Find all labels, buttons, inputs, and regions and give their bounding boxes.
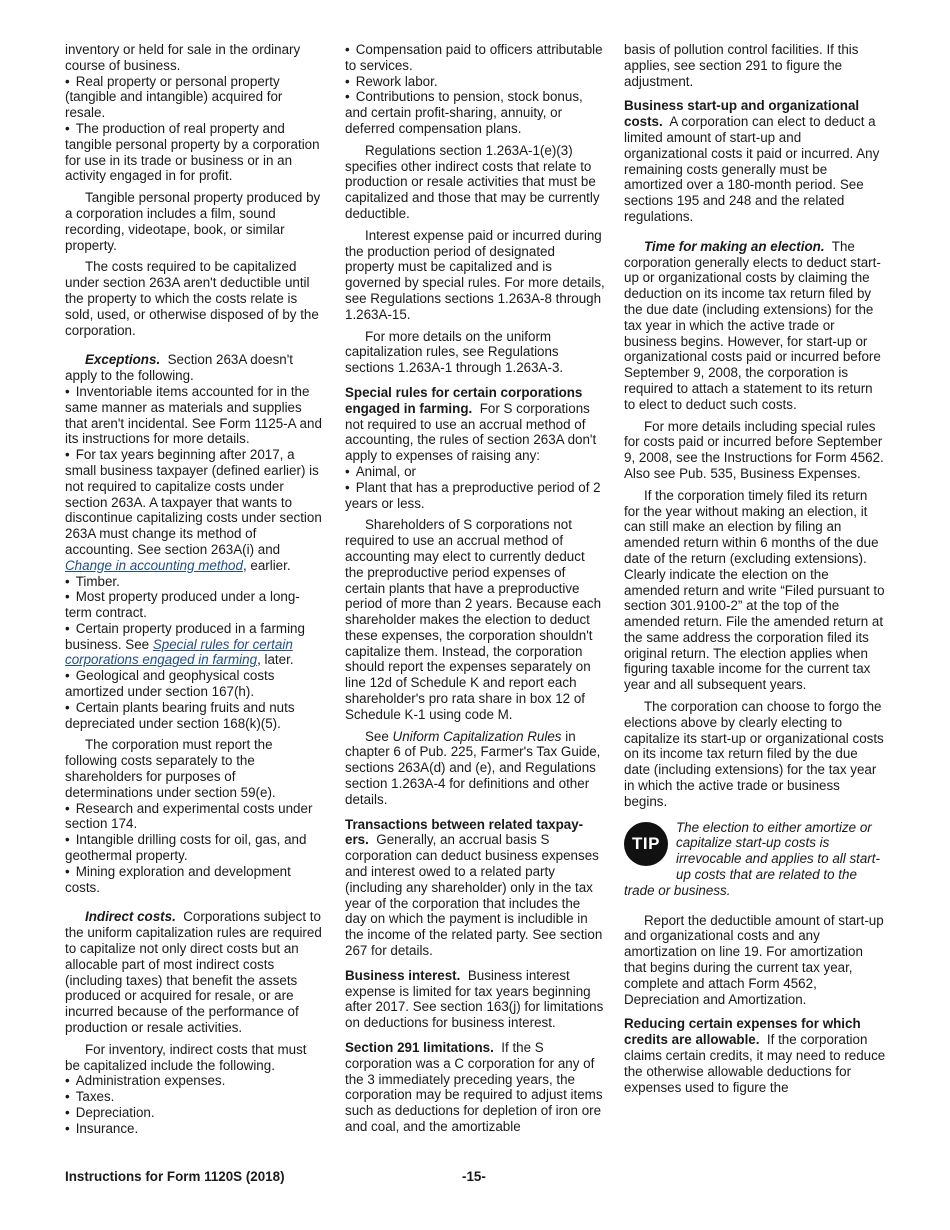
related-transactions-heading: Transactions between related taxpay-ers.	[345, 816, 584, 848]
paragraph: basis of pollution control facilities. If this applies, see section 291 to figure the adjustment.	[624, 42, 859, 89]
bullet-item: • For tax years beginning after 2017, a small business taxpayer (defined earlier) is not required to capitalize costs under section 263A. A taxpayer that wants to discontinue capitalizing costs under section 263A must change its method of accounting. See section 263A(i) and Change in accounting method, earlier.	[65, 447, 322, 573]
special-rules-heading: Special rules for certain corporations engaged in farming.	[345, 384, 583, 416]
business-interest-paragraph: Business interest. Business interest expense is limited for tax years beginning after 2017. See section 163(j) for limitations on deductions for business interest.	[345, 967, 604, 1031]
paragraph: inventory or held for sale in the ordinary course of business.	[65, 42, 301, 73]
bullet-item: • Geological and geophysical costs amortized under section 167(h).	[65, 668, 275, 700]
column-1	[65, 42, 325, 1137]
bullet-item: • Timber.	[65, 573, 120, 589]
bullet-item: • Intangible drilling costs for oil, gas, and geothermal property.	[65, 832, 307, 864]
bullet-item: • Compensation paid to officers attributable to services.	[345, 42, 603, 73]
bullet-item: • Certain property produced in a farming business. See Special rules for certain corporations engaged in farming, later.	[65, 620, 305, 668]
bullet-item: • Most property produced under a long-term contract.	[65, 589, 300, 621]
footer-title: Instructions for Form 1120S (2018)	[65, 1169, 285, 1184]
paragraph: Interest expense paid or incurred during the production period of designated property must be capitalized and is governed by special rules. For more details, see Regulations sections 1.263A-8 through 1.263A-15.	[345, 227, 605, 322]
start-up-costs-paragraph: Business start-up and organizational costs. A corporation can elect to deduct a limited amount of start-up and organizational costs it paid or incurred. Any remaining costs generally must be amortized over a 180-month period. See sections 195 and 248 and the related regulations.	[624, 98, 880, 224]
paragraph: For inventory, indirect costs that must be capitalized include the following.	[65, 1041, 307, 1073]
election-time-paragraph: Time for making an election. The corporation generally elects to deduct start-up or organizational costs by claiming the deduction on its income tax return filed by the due date (including extensions) for the tax year in which the active trade or business begins. However, for start-up or organizational costs paid or incurred before September 9, 2008, the corporation is required to attach a statement to its return to elect to deduct such costs.	[624, 238, 881, 412]
bullet-item: • Real property or personal property (tangible and intangible) acquired for resale.	[65, 73, 283, 121]
bullet-item: • Animal, or	[345, 463, 416, 479]
bullet-item: • Inventoriable items accounted for in the same manner as materials and supplies that aren't incidental. See Form 1125-A and its instructions for more details.	[65, 383, 322, 447]
paragraph: Report the deductible amount of start-up and organizational costs and any amortization on line 19. For amortization that begins during the current tax year, complete and attach Form 4562, Depreciation and Amortization.	[624, 912, 884, 1007]
column-3	[624, 42, 886, 1095]
paragraph: Regulations section 1.263A-1(e)(3) specifies other indirect costs that relate to production or resale activities that must be capitalized and those that may be currently deductible.	[345, 142, 600, 221]
bullet-item: • Certain plants bearing fruits and nuts depreciated under section 168(k)(5).	[65, 699, 295, 731]
section-291-paragraph: Section 291 limitations. If the S corporation was a C corporation for any of the 3 immediately preceding years, the corporation may be required to adjust items such as deductions for depletion of iron ore and coal, and the amortizable	[345, 1040, 603, 1134]
paragraph: See Uniform Capitalization Rules in chapter 6 of Pub. 225, Farmer's Tax Guide, sections 263A(d) and (e), and Regulations section 1.263A-4 for definitions and other details.	[345, 728, 601, 807]
bullet-item: • Administration expenses.	[65, 1073, 226, 1089]
tip-text: The election to either amortize or capitalize start-up costs is irrevocable and applies to all start-up costs that are related to the trade or business.	[624, 819, 880, 898]
section-291-heading: Section 291 limitations.	[345, 1040, 494, 1056]
special-rules-paragraph: Special rules for certain corporations engaged in farming. For S corporations not required to use an accrual method of accounting, the rules of section 263A don't apply to expenses of raising any:	[345, 384, 597, 464]
bullet-item: • Mining exploration and development costs.	[65, 863, 291, 895]
related-transactions-paragraph: Transactions between related taxpay-ers. Generally, an accrual basis S corporation can deduct business expenses and interest owed to a related party (including any shareholder) only in the tax year of the corporation that includes the day on which the payment is includible in the income of the related party. See section 267 for details.	[345, 816, 603, 959]
reducing-expenses-heading: Reducing certain expenses for which credits are allowable.	[624, 1016, 861, 1048]
election-time-heading: Time for making an election.	[644, 238, 825, 254]
tip-icon: TIP	[624, 822, 668, 866]
bullet-item: • The production of real property and tangible personal property by a corporation for use in its trade or business or in an activity engaged in for profit.	[65, 120, 320, 184]
change-in-accounting-method-link[interactable]: Change in accounting method	[65, 557, 243, 573]
column-2	[345, 42, 605, 1135]
page-number: -15-	[462, 1169, 486, 1184]
indirect-costs-paragraph: Indirect costs. Corporations subject to the uniform capitalization rules are required to capitalize not only direct costs but an allocable part of most indirect costs (including taxes) that benefit the assets produced or acquired for resale, or are incurred because of the performance of production or resale activities.	[65, 909, 322, 1036]
business-interest-heading: Business interest.	[345, 967, 461, 983]
paragraph: Tangible personal property produced by a corporation includes a film, sound recording, videotape, book, or similar property.	[65, 190, 321, 253]
paragraph: The corporation can choose to forgo the elections above by clearly electing to capitalize its start-up or organizational costs on its income tax return filed by the due date (including extensions) for the tax year in which the active trade or business begins.	[624, 699, 884, 809]
bullet-item: • Rework labor.	[345, 73, 438, 89]
tip-box	[624, 820, 886, 899]
special-rules-farming-link[interactable]: Special rules for certain corporations engaged in farming	[65, 636, 293, 668]
paragraph: Shareholders of S corporations not required to use an accrual method of accounting may elect to currently deduct the preproductive period expenses of certain plants that have a preproductive period of more than 2 years. Because each shareholder makes the election to deduct these expenses, the corporation shouldn't capitalize them. Instead, the corporation should report the expenses separately on line 12d of Schedule K and report each shareholder's pro rata share in box 12 of Schedule K-1 using code M.	[345, 517, 602, 722]
start-up-costs-heading: Business start-up and organizational costs.	[624, 98, 860, 130]
exceptions-paragraph: Exceptions. Section 263A doesn't apply to the following.	[65, 352, 294, 384]
paragraph: The costs required to be capitalized under section 263A aren't deductible until the property to which the costs relate is sold, used, or otherwise disposed of by the corporation.	[65, 259, 319, 338]
bullet-item: • Depreciation.	[65, 1105, 155, 1120]
indirect-costs-heading: Indirect costs.	[85, 909, 176, 925]
exceptions-heading: Exceptions.	[85, 352, 161, 368]
bullet-item: • Taxes.	[65, 1089, 115, 1105]
paragraph: For more details on the uniform capitalization rules, see Regulations sections 1.263A-1 through 1.263A-3.	[345, 328, 564, 376]
bullet-item: • Insurance.	[65, 1120, 139, 1136]
bullet-item: • Plant that has a preproductive period of 2 years or less.	[345, 479, 601, 511]
bullet-item: • Research and experimental costs under section 174.	[65, 800, 313, 832]
paragraph: If the corporation timely filed its return for the year without making an election, it can still make an election by filing an amended return within 6 months of the due date of the return (excluding extensions). Clearly indicate the election on the amended return and write “Filed pursuant to section 301.9100-2” at the top of the amended return. File the amended return at the same address the corporation filed its original return. The election applies when figuring taxable income for the current tax year and all subsequent years.	[624, 487, 885, 693]
reducing-expenses-paragraph: Reducing certain expenses for which credits are allowable. If the corporation claims certain credits, it may need to reduce the otherwise allowable deductions for expenses used to figure the	[624, 1016, 886, 1095]
paragraph: For more details including special rules for costs paid or incurred before September 9, 2008, see the Instructions for Form 4562. Also see Pub. 535, Business Expenses.	[624, 418, 884, 481]
paragraph: The corporation must report the following costs separately to the shareholders for purposes of determinations under section 59(e).	[65, 737, 276, 800]
bullet-item: • Contributions to pension, stock bonus, and certain profit-sharing, annuity, or deferred compensation plans.	[345, 89, 583, 136]
